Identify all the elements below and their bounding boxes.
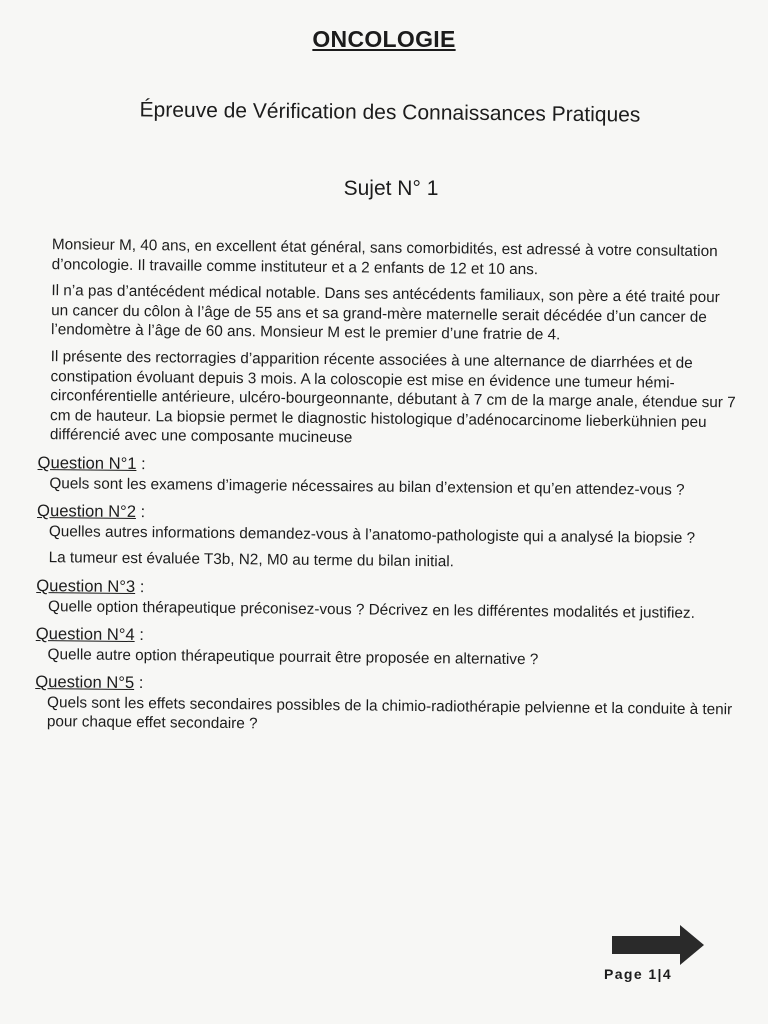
page-number: Page 1|4 (604, 966, 673, 982)
question-heading: Question N°2 (37, 501, 137, 522)
question-heading: Question N°5 (35, 672, 135, 693)
question-heading: Question N°3 (36, 575, 136, 596)
question-text: Quels sont les effets secondaires possibles de la chimio-radiothérapie pelvienne et la conduite à tenir pour chaque effet secondaire ? (46, 693, 733, 733)
question-text: Quelle option thérapeutique préconisez-vous ? Décrivez en les différentes modalités et justifiez. (48, 597, 695, 622)
question-text: Quels sont les examens d’imagerie nécessaires au bilan d’extension et qu’en attendez-vous ? (49, 474, 685, 499)
question-heading: Question N°1 (37, 452, 137, 473)
question-text: Quelles autres informations demandez-vous à l’anatomo-pathologiste qui a analysé la biopsie ? (48, 522, 696, 547)
question-colon: : (135, 502, 146, 522)
case-paragraph: Monsieur M, 40 ans, en excellent état général, sans comorbidités, est adressé à votre consultation d’oncologie. Il travaille comme instituteur et a 2 enfants de 12 et 10 ans. (51, 236, 718, 278)
question-colon: : (134, 625, 145, 645)
question-block (36, 624, 736, 672)
case-paragraph: Il présente des rectorragies d’apparition récente associées à une alternance de diarrhées et de constipation évoluant depuis 3 mois. A la coloscopie est mise en évidence une tumeur hémi-circonférentielle antérieure, ulcéro-bourgeonnante, débutant à 7 cm de la marge anale, étendue sur 7 cm de hauteur. La biopsie permet le diagnostic histologique d’adénocarcinome lieberkühnien peu différencié avec une composante mucineuse (49, 348, 736, 447)
arrow-right-icon[interactable] (610, 923, 706, 967)
case-paragraph: Il n’a pas d’antécédent médical notable. Dans ses antécédents familiaux, son père a été traité pour un cancer du côlon à l’âge de 55 ans et sa grand-mère maternelle serait décédée d’un cancer de l’endomètre à l’âge de 60 ans. Monsieur M est le premier d’une fratrie de 4. (50, 282, 720, 344)
staging-note: La tumeur est évaluée T3b, N2, M0 au terme du bilan initial. (48, 549, 454, 571)
question-block (35, 672, 736, 739)
exam-subtitle: Épreuve de Vérification des Connaissances Pratiques (139, 98, 641, 127)
question-colon: : (134, 673, 144, 693)
document-title: ONCOLOGIE (312, 26, 456, 52)
question-block (36, 576, 736, 624)
question-heading: Question N°4 (35, 624, 135, 645)
document-body (35, 235, 740, 746)
question-block (37, 501, 737, 549)
question-block (37, 453, 737, 501)
question-colon: : (136, 453, 146, 474)
question-colon: : (135, 576, 145, 597)
question-text: Quelle autre option thérapeutique pourrait être proposée en alternative ? (47, 645, 539, 668)
subject-number: Sujet N° 1 (343, 177, 439, 200)
